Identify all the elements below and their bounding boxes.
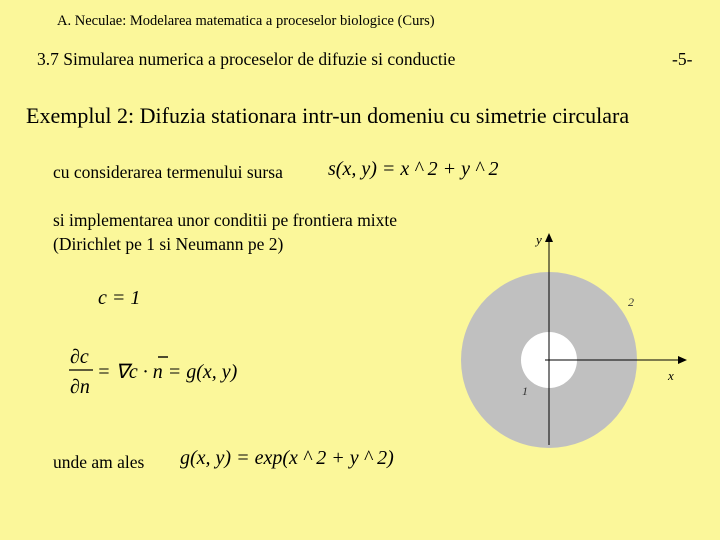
y-axis-label: y bbox=[536, 232, 542, 247]
neumann-rhs: = ∇c · n = g(x, y) bbox=[97, 361, 238, 383]
inner-boundary-label: 1 bbox=[522, 384, 528, 398]
g-function-equation: g(x, y) = exp(x ^ 2 + y ^ 2) bbox=[180, 447, 394, 469]
domain-svg bbox=[450, 225, 695, 455]
boundary-types-text: (Dirichlet pe 1 si Neumann pe 2) bbox=[53, 234, 284, 254]
example-title: Exemplul 2: Difuzia stationara intr-un domeniu cu simetrie circulara bbox=[26, 103, 630, 128]
source-term-equation: s(x, y) = x ^ 2 + y ^ 2 bbox=[328, 158, 499, 180]
y-axis-arrow-icon bbox=[545, 233, 553, 242]
outer-boundary-label: 2 bbox=[628, 295, 634, 309]
section-title: 3.7 Simularea numerica a proceselor de difuzie si conductie bbox=[37, 49, 456, 69]
x-axis-arrow-icon bbox=[678, 356, 687, 364]
source-intro-text: cu considerarea termenului sursa bbox=[53, 162, 283, 182]
neumann-lhs-denominator: ∂n bbox=[70, 376, 90, 398]
page-number: -5- bbox=[672, 49, 693, 69]
boundary-intro-text: si implementarea unor conditii pe frontiera mixte bbox=[53, 210, 398, 230]
neumann-lhs-numerator: ∂c bbox=[70, 346, 89, 368]
annulus-domain-diagram bbox=[450, 225, 695, 455]
dirichlet-condition-equation: c = 1 bbox=[98, 287, 141, 309]
header-course-title: A. Neculae: Modelarea matematica a proceselor biologice (Curs) bbox=[57, 13, 435, 29]
neumann-equation-graphic bbox=[67, 343, 277, 403]
x-axis-label: x bbox=[668, 368, 674, 383]
neumann-condition-equation bbox=[67, 343, 277, 403]
where-chosen-text: unde am ales bbox=[53, 452, 145, 472]
